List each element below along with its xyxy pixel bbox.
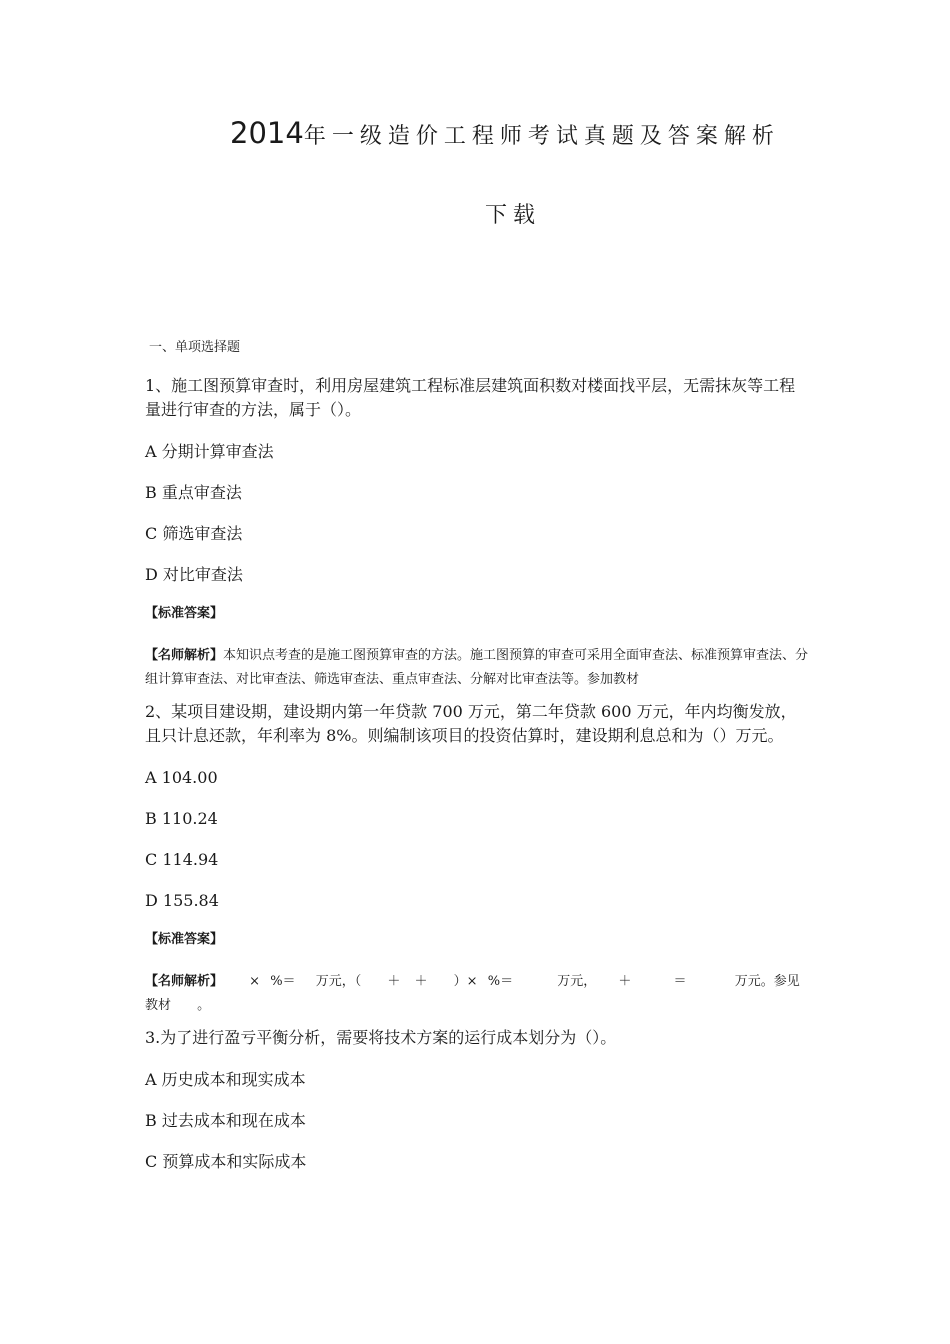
analysis-part: 。 <box>197 998 211 1013</box>
analysis-part: × <box>249 974 261 989</box>
analysis-part: ＋ <box>618 974 632 989</box>
analysis-label: 【名师解析】 <box>145 974 224 989</box>
analysis-part: ＋ <box>414 974 428 989</box>
analysis-part: %＝ <box>487 974 514 989</box>
question-1-option-a: A 分期计算审查法 <box>145 442 274 461</box>
question-2-option-a: A 104.00 <box>145 768 218 787</box>
document-title-line-1 <box>230 116 780 150</box>
section-heading: 一、单项选择题 <box>149 340 241 355</box>
question-1-option-c: C 筛选审查法 <box>145 524 243 543</box>
question-3-option-b: B 过去成本和现在成本 <box>145 1111 306 1130</box>
question-1-option-b: B 重点审查法 <box>145 483 242 502</box>
document-title-line-2: 下载 <box>485 203 542 228</box>
title-year: 2014 <box>230 116 304 150</box>
question-3-text: 3.为了进行盈亏平衡分析，需要将技术方案的运行成本划分为（）。 <box>145 1028 617 1047</box>
analysis-part: 万元。参见 <box>734 974 800 989</box>
question-2-answer-label: 【标准答案】 <box>145 932 224 947</box>
question-3-option-c: C 预算成本和实际成本 <box>145 1152 307 1171</box>
question-1-text: 1、施工图预算审查时，利用房屋建筑工程标准层建筑面积数对楼面找平层，无需抹灰等工程量进行审查的方法，属于（）。 <box>145 376 796 419</box>
question-2-text: 2、某项目建设期，建设期内第一年贷款 700 万元，第二年贷款 600 万元，年内均衡发放，且只计息还款，年利率为 8%。则编制该项目的投资估算时，建设期利息总和为（）万元。 <box>145 702 797 745</box>
question-2-option-b: B 110.24 <box>145 809 218 828</box>
analysis-part: 万元， <box>557 974 597 989</box>
analysis-part: 教材 <box>145 998 172 1013</box>
analysis-label: 【名师解析】 <box>145 648 224 663</box>
question-2-analysis <box>145 970 810 1018</box>
question-2-option-c: C 114.94 <box>145 850 219 869</box>
title-text: 年一级造价工程师考试真题及答案解析 <box>303 124 780 149</box>
question-3-option-a: A 历史成本和现实成本 <box>145 1070 306 1089</box>
question-1-analysis <box>145 644 810 692</box>
question-1-answer-label: 【标准答案】 <box>145 606 224 621</box>
question-1-option-d: D 对比审查法 <box>145 565 243 584</box>
analysis-text: 本知识点考查的是施工图预算审查的方法。施工图预算的审查可采用全面审查法、标准预算审查法、分组计算审查法、对比审查法、筛选审查法、重点审查法、分解对比审查法等。参加教材 <box>145 648 809 687</box>
question-2-option-d: D 155.84 <box>145 891 219 910</box>
analysis-part: %＝ <box>270 974 296 989</box>
analysis-part: ＋ <box>387 974 401 989</box>
document-body <box>145 338 810 1191</box>
analysis-part: ＝ <box>673 974 687 989</box>
analysis-part: ）× <box>453 974 478 989</box>
analysis-part: 万元，（ <box>315 974 362 989</box>
